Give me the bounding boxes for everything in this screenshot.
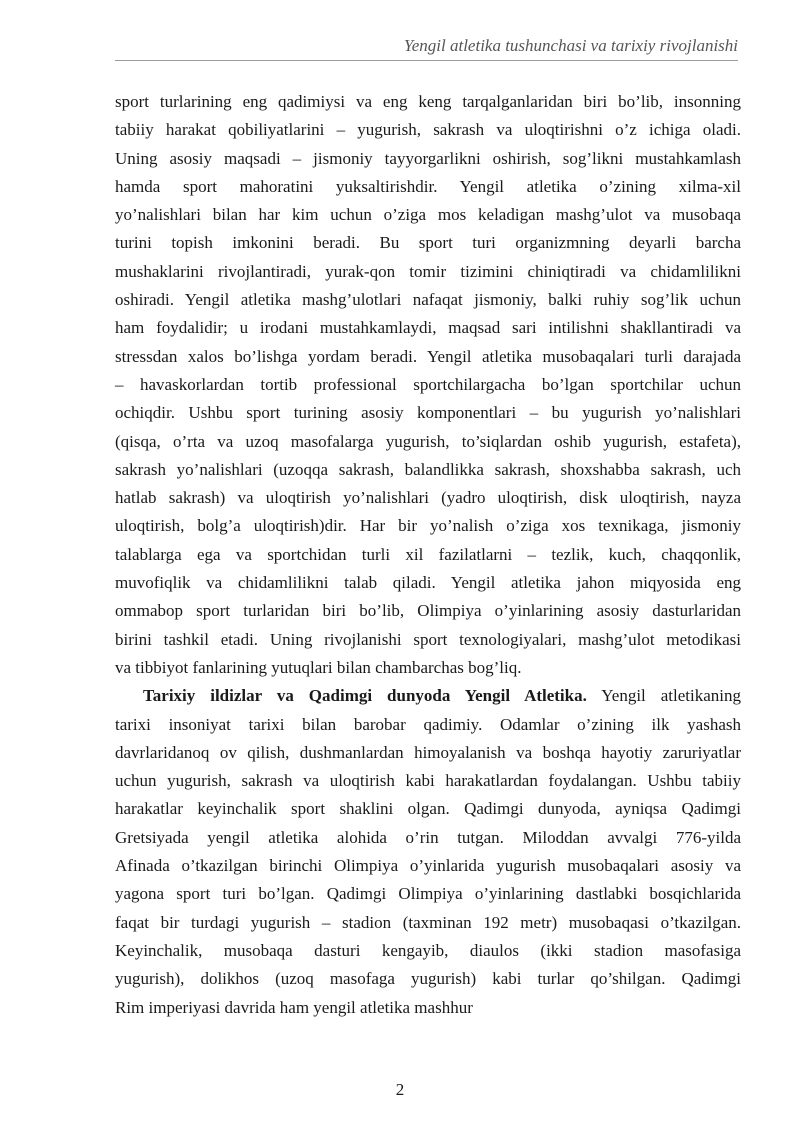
body-text [115,88,741,1022]
paragraph-line: stressdan xalos bo’lishga yordam beradi. Yengil atletika musobaqalari turli darajada [115,346,741,366]
paragraph-line: ommabop sport turlaridan biri bo’lib, Olimpiya o’yinlarining asosiy dasturlaridan [115,601,741,621]
paragraph-line: oshiradi. Yengil atletika mashg’ulotlari nafaqat jismoniy, balki ruhiy sog’lik uchun [115,290,741,310]
paragraph-line: ochiqdir. Ushbu sport turining asosiy komponentlari – bu yugurish yo’nalishlari [115,403,741,423]
header-divider [115,60,738,61]
paragraph-line: birini tashkil etadi. Uning rivojlanishi sport texnologiyalari, mashg’ulot metodikasi [115,629,741,649]
paragraph-line: davrlaridanoq ov qilish, dushmanlardan himoyalanish va boshqa hayotiy zaruriyatlar [115,742,741,762]
paragraph-line: sakrash yo’nalishlari (uzoqqa sakrash, balandlikka sakrash, shoxshabba sakrash, uch [115,459,741,479]
paragraph-line: hatlab sakrash) va uloqtirish yo’nalishlari (yadro uloqtirish, disk uloqtirish, nayza [115,488,741,508]
paragraph-line: Keyinchalik, musobaqa dasturi kengayib, diaulos (ikki stadion masofasiga [115,940,741,960]
paragraph-line: harakatlar keyinchalik sport shaklini olgan. Qadimgi dunyoda, ayniqsa Qadimgi [115,799,741,819]
paragraph-line: (qisqa, o’rta va uzoq masofalarga yugurish, to’siqlardan oshib yugurish, estafeta), [115,431,741,451]
paragraph-line: Afinada o’tkazilgan birinchi Olimpiya o’yinlarida yugurish musobaqalari asosiy va [115,856,741,876]
paragraph-line: turini topish imkonini beradi. Bu sport turi organizmning deyarli barcha [115,233,741,253]
paragraph-line: yugurish), dolikhos (uzoq masofaga yugurish) kabi turlar qo’shilgan. Qadimgi [115,969,741,989]
paragraph-line: – havaskorlardan tortib professional sportchilargacha bo’lgan sportchilar uchun [115,374,741,394]
paragraph-line: va tibbiyot fanlarining yutuqlari bilan chambarchas bog’liq. [115,657,522,677]
paragraph-line [115,682,741,710]
paragraph-line: uloqtirish, bolg’a uloqtirish)dir. Har bir yo’nalish o’ziga xos texnikaga, jismoniy [115,516,741,536]
paragraph-line: hamda sport mahoratini yuksaltirishdir. Yengil atletika o’zining xilma-xil [115,176,741,196]
paragraph-line: muvofiqlik va chidamlilikni talab qiladi. Yengil atletika jahon miqyosida eng [115,573,741,593]
paragraph-line: talablarga ega va sportchidan turli xil fazilatlarni – tezlik, kuch, chaqqonlik, [115,544,741,564]
paragraph-line: yo’nalishlari bilan har kim uchun o’ziga mos keladigan mashg’ulot va musobaqa [115,205,741,225]
paragraph-line: faqat bir turdagi yugurish – stadion (taxminan 192 metr) musobaqasi o’tkazilgan. [115,912,741,932]
paragraph-line: Rim imperiyasi davrida ham yengil atletika mashhur [115,997,473,1017]
paragraph-line: Uning asosiy maqsadi – jismoniy tayyorgarlikni oshirish, sog’likni mustahkamlash [115,148,741,168]
paragraph-line: Gretsiyada yengil atletika alohida o’rin tutgan. Miloddan avvalgi 776-yilda [115,827,741,847]
paragraph-line: tarixi insoniyat tarixi bilan barobar qadimiy. Odamlar o’zining ilk yashash [115,714,741,734]
paragraph-line: mushaklarini rivojlantiradi, yurak-qon tomir tizimini chiniqtiradi va chidamlilikni [115,261,741,281]
section-heading: Tarixiy ildizlar va Qadimgi dunyoda Yengil Atletika. [143,686,587,706]
paragraph-line: sport turlarining eng qadimiysi va eng keng tarqalganlaridan biri bo’lib, insonning [115,92,741,111]
heading-line-text: Yengil atletikaning [586,686,741,706]
paragraph-line: uchun yugurish, sakrash va uloqtirish kabi harakatlardan foydalangan. Ushbu tabiiy [115,771,741,791]
running-header: Yengil atletika tushunchasi va tarixiy rivojlanishi [403,36,738,55]
page-number: 2 [395,1080,405,1099]
paragraph-history [115,682,741,1022]
paragraph-intro [115,88,741,682]
paragraph-line: yagona sport turi bo’lgan. Qadimgi Olimpiya o’yinlarining dastlabki bosqichlarida [115,884,741,904]
paragraph-line: tabiiy harakat qobiliyatlarini – yugurish, sakrash va uloqtirishni o’z ichiga oladi. [115,120,741,140]
paragraph-line: ham foydalidir; u irodani mustahkamlaydi, maqsad sari intilishni shakllantiradi va [115,318,741,338]
